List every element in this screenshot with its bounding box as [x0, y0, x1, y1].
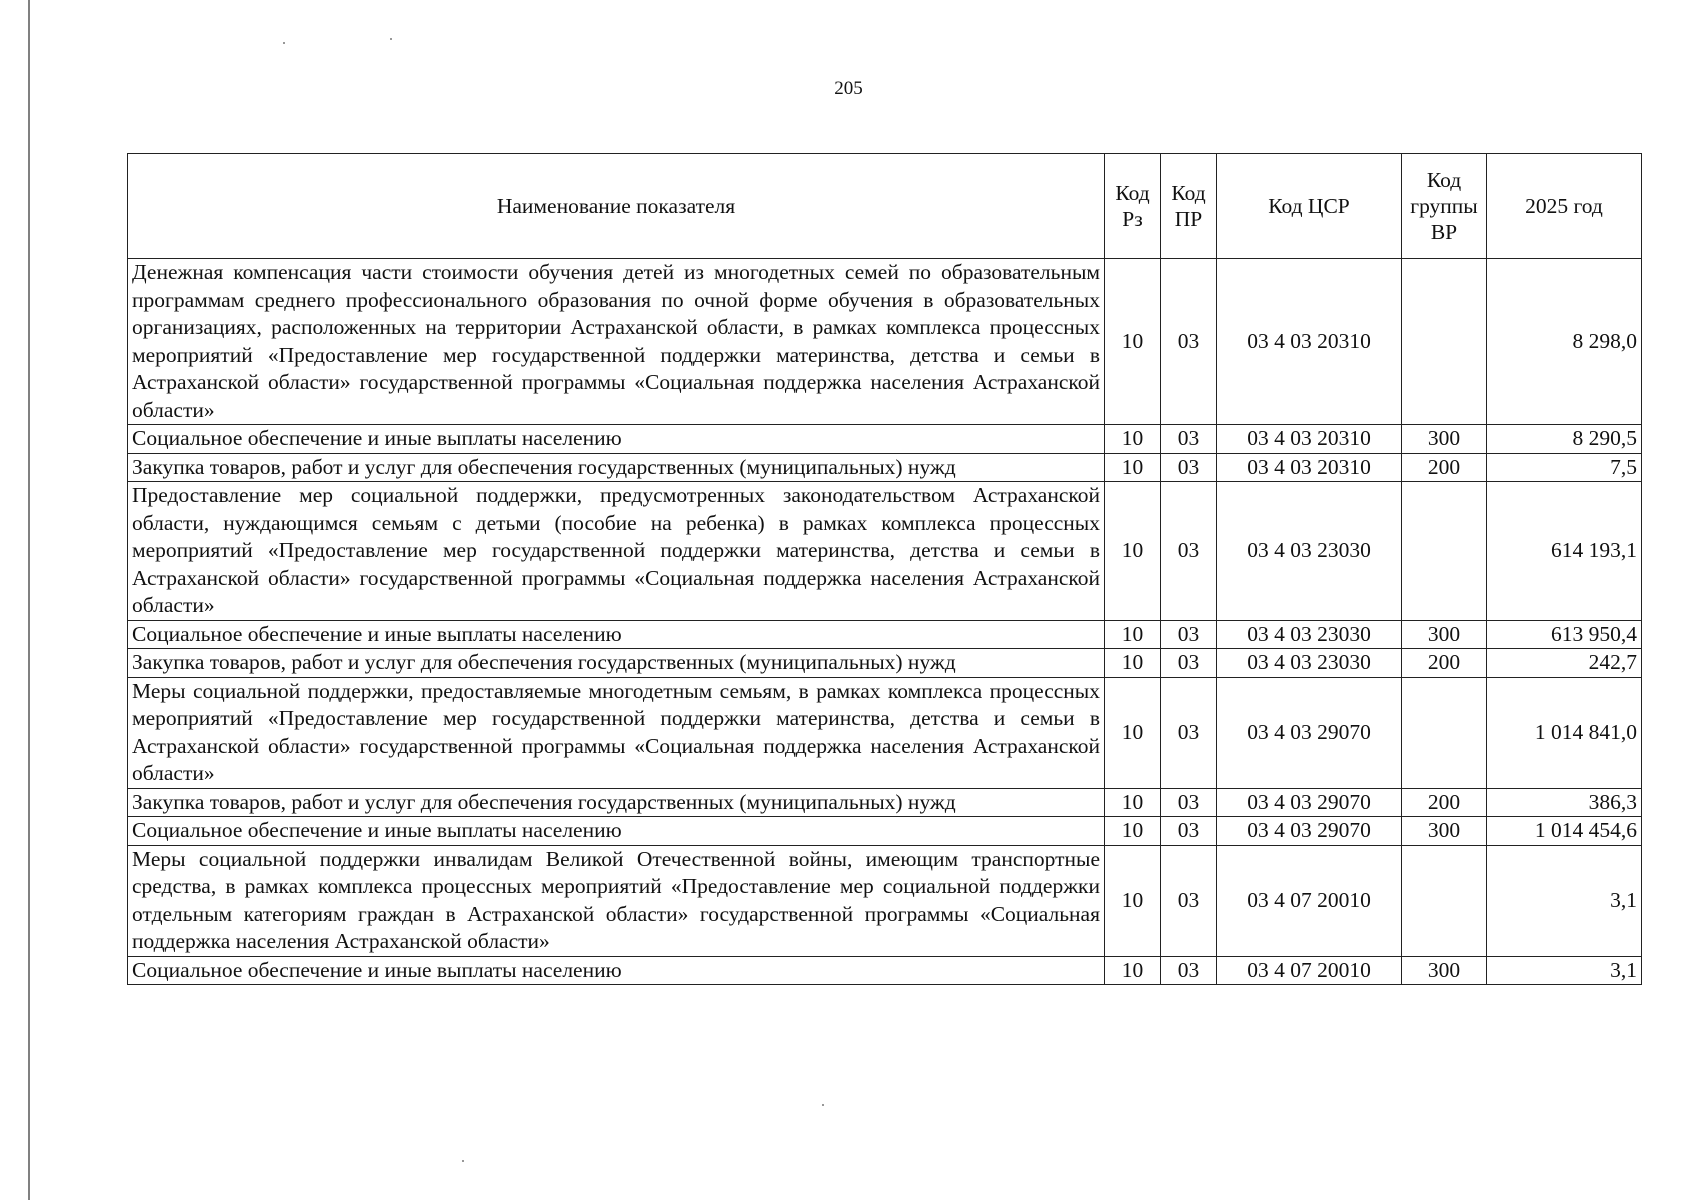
- header-sum: 2025 год: [1487, 154, 1642, 259]
- row-rz: 10: [1105, 453, 1161, 482]
- row-sum: 613 950,4: [1487, 620, 1642, 649]
- row-csr: 03 4 03 23030: [1217, 649, 1402, 678]
- scan-speck: [462, 1160, 464, 1162]
- table-row: [128, 425, 1642, 454]
- row-rz: 10: [1105, 482, 1161, 621]
- table-row: [128, 677, 1642, 788]
- row-name: Социальное обеспечение и иные выплаты населению: [128, 956, 1105, 985]
- row-name: Меры социальной поддержки инвалидам Великой Отечественной войны, имеющим транспортные средства, в рамках комплекса процессных мероприятий «Предоставление мер социальной поддержки отдельным категориям граждан в Астраханской области» государственной программы «Социальная поддержка населения Астраханской области»: [128, 845, 1105, 956]
- row-rz: 10: [1105, 788, 1161, 817]
- row-vr: [1402, 845, 1487, 956]
- header-pr: Код ПР: [1161, 154, 1217, 259]
- row-csr: 03 4 03 29070: [1217, 677, 1402, 788]
- row-csr: 03 4 03 29070: [1217, 817, 1402, 846]
- row-sum: 614 193,1: [1487, 482, 1642, 621]
- row-name: Социальное обеспечение и иные выплаты населению: [128, 425, 1105, 454]
- scan-speck: [822, 1104, 824, 1106]
- row-vr: 200: [1402, 453, 1487, 482]
- row-sum: 386,3: [1487, 788, 1642, 817]
- row-pr: 03: [1161, 453, 1217, 482]
- row-csr: 03 4 07 20010: [1217, 956, 1402, 985]
- row-vr: 200: [1402, 788, 1487, 817]
- budget-table: [127, 153, 1642, 985]
- row-sum: 3,1: [1487, 845, 1642, 956]
- row-name: Социальное обеспечение и иные выплаты населению: [128, 620, 1105, 649]
- row-csr: 03 4 03 23030: [1217, 482, 1402, 621]
- page-number: 205: [834, 78, 863, 99]
- table-row: [128, 788, 1642, 817]
- header-rz: Код Рз: [1105, 154, 1161, 259]
- row-sum: 1 014 454,6: [1487, 817, 1642, 846]
- row-vr: 300: [1402, 425, 1487, 454]
- row-pr: 03: [1161, 845, 1217, 956]
- scan-speck: [390, 38, 392, 40]
- row-name: Денежная компенсация части стоимости обучения детей из многодетных семей по образовательным программам среднего профессионального образования по очной форме обучения в образовательных организациях, расположенных на территории Астраханской области, в рамках комплекса процессных мероприятий «Предоставление мер государственной поддержки материнства, детства и семьи в Астраханской области» государственной программы «Социальная поддержка населения Астраханской области»: [128, 259, 1105, 425]
- table-row: [128, 956, 1642, 985]
- header-name: Наименование показателя: [128, 154, 1105, 259]
- table-row: [128, 482, 1642, 621]
- row-csr: 03 4 03 23030: [1217, 620, 1402, 649]
- row-rz: 10: [1105, 649, 1161, 678]
- row-name: Социальное обеспечение и иные выплаты населению: [128, 817, 1105, 846]
- row-sum: 8 298,0: [1487, 259, 1642, 425]
- row-csr: 03 4 03 20310: [1217, 259, 1402, 425]
- row-pr: 03: [1161, 259, 1217, 425]
- table-row: [128, 817, 1642, 846]
- row-rz: 10: [1105, 620, 1161, 649]
- row-pr: 03: [1161, 649, 1217, 678]
- row-pr: 03: [1161, 788, 1217, 817]
- row-vr: 300: [1402, 817, 1487, 846]
- table-row: [128, 259, 1642, 425]
- row-pr: 03: [1161, 956, 1217, 985]
- row-sum: 1 014 841,0: [1487, 677, 1642, 788]
- row-sum: 242,7: [1487, 649, 1642, 678]
- row-rz: 10: [1105, 845, 1161, 956]
- table-row: [128, 649, 1642, 678]
- row-vr: 200: [1402, 649, 1487, 678]
- table-row: [128, 453, 1642, 482]
- row-pr: 03: [1161, 817, 1217, 846]
- row-pr: 03: [1161, 482, 1217, 621]
- row-rz: 10: [1105, 817, 1161, 846]
- row-vr: 300: [1402, 620, 1487, 649]
- row-rz: 10: [1105, 259, 1161, 425]
- row-vr: 300: [1402, 956, 1487, 985]
- row-sum: 3,1: [1487, 956, 1642, 985]
- row-csr: 03 4 03 20310: [1217, 453, 1402, 482]
- row-name: Закупка товаров, работ и услуг для обеспечения государственных (муниципальных) нужд: [128, 649, 1105, 678]
- header-csr: Код ЦСР: [1217, 154, 1402, 259]
- scan-edge-line: [28, 0, 30, 1200]
- scan-speck: [283, 42, 285, 44]
- row-name: Закупка товаров, работ и услуг для обеспечения государственных (муниципальных) нужд: [128, 788, 1105, 817]
- row-csr: 03 4 03 29070: [1217, 788, 1402, 817]
- table-header-row: [128, 154, 1642, 259]
- row-vr: [1402, 677, 1487, 788]
- row-vr: [1402, 482, 1487, 621]
- row-name: Предоставление мер социальной поддержки, предусмотренных законодательством Астраханской области, нуждающимся семьям с детьми (пособие на ребенка) в рамках комплекса процессных мероприятий «Предоставление мер государственной поддержки материнства, детства и семьи в Астраханской области» государственной программы «Социальная поддержка населения Астраханской области»: [128, 482, 1105, 621]
- row-pr: 03: [1161, 620, 1217, 649]
- row-pr: 03: [1161, 677, 1217, 788]
- row-rz: 10: [1105, 677, 1161, 788]
- row-csr: 03 4 03 20310: [1217, 425, 1402, 454]
- row-pr: 03: [1161, 425, 1217, 454]
- row-rz: 10: [1105, 956, 1161, 985]
- table-row: [128, 845, 1642, 956]
- row-vr: [1402, 259, 1487, 425]
- row-name: Меры социальной поддержки, предоставляемые многодетным семьям, в рамках комплекса процессных мероприятий «Предоставление мер государственной поддержки материнства, детства и семьи в Астраханской области» государственной программы «Социальная поддержка населения Астраханской области»: [128, 677, 1105, 788]
- row-name: Закупка товаров, работ и услуг для обеспечения государственных (муниципальных) нужд: [128, 453, 1105, 482]
- row-rz: 10: [1105, 425, 1161, 454]
- header-vr: Код группы ВР: [1402, 154, 1487, 259]
- row-csr: 03 4 07 20010: [1217, 845, 1402, 956]
- row-sum: 8 290,5: [1487, 425, 1642, 454]
- table-row: [128, 620, 1642, 649]
- row-sum: 7,5: [1487, 453, 1642, 482]
